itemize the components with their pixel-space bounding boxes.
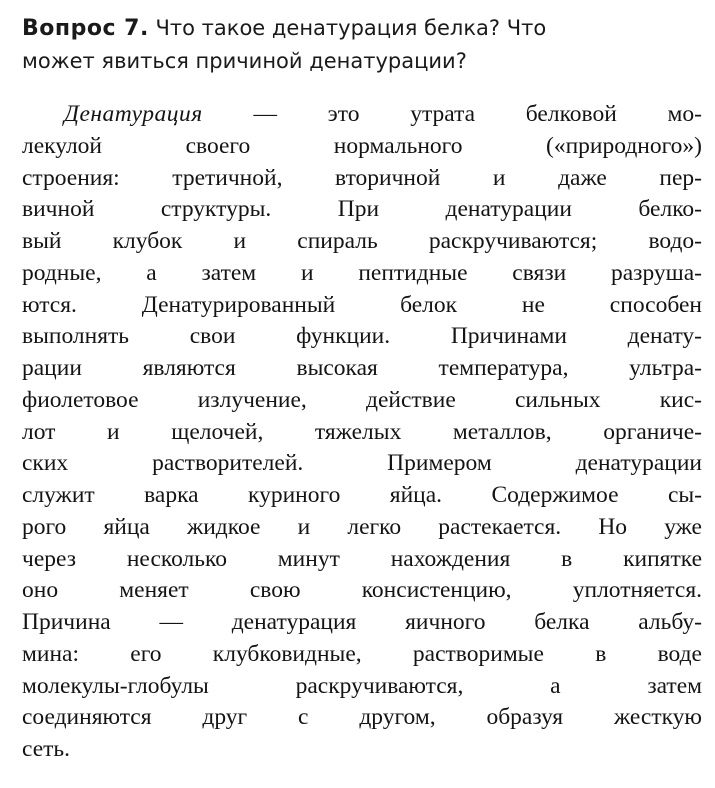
answer-line: Причина — денатурация яичного белка альбу- (22, 609, 702, 635)
answer-term: Денатурация (64, 101, 203, 127)
answer-line: родные, а затем и пептидные связи разруша- (22, 259, 702, 286)
answer-line: соединяются друг с другом, образуя жесткую (22, 704, 702, 731)
answer-line: выполнять свои функции. Причинами денату- (22, 323, 702, 350)
answer-line: молекулы-глобулы раскручиваются, а затем (22, 672, 702, 699)
answer-line: через несколько минут нахождения в кипятке (22, 545, 702, 572)
question-block (22, 12, 702, 78)
answer-line: ются. Денатурированный белок не способен (22, 291, 702, 318)
answer-line: вичной структуры. При денатурации белко- (22, 196, 702, 223)
question-number: Вопрос 7. (22, 16, 149, 41)
answer-line: фиолетовое излучение, действие сильных кис- (22, 386, 702, 413)
answer-line: рого яйца жидкое и легко растекается. Но уже (22, 513, 702, 540)
answer-line: лекулой своего нормального («природного») (22, 132, 702, 159)
answer-line: вый клубок и спираль раскручиваются; водо- (22, 228, 702, 254)
answer-line (22, 99, 702, 131)
answer-line-last: сеть. (22, 736, 71, 762)
question-line-2: может явиться причиной денатурации? (22, 49, 467, 73)
answer-line: ских растворителей. Примером денатурации (22, 450, 702, 477)
answer-line: строения: третичной, вторичной и даже пер- (22, 164, 702, 191)
answer-line: мина: его клубковидные, растворимые в воде (22, 640, 702, 667)
answer-line: служит варка куриного яйца. Содержимое сы- (22, 482, 702, 508)
question-text-part-1: Что такое денатурация белка? Что (155, 16, 547, 40)
answer-first-line-text: — это утрата белковой мо- (202, 101, 702, 127)
answer-paragraph (22, 99, 702, 766)
answer-line: оно меняет свою консистенцию, уплотняется. (22, 577, 702, 604)
question-line-1 (22, 12, 702, 45)
answer-line: рации являются высокая температура, ультра- (22, 355, 702, 381)
answer-line: лот и щелочей, тяжелых металлов, органиче- (22, 418, 702, 445)
